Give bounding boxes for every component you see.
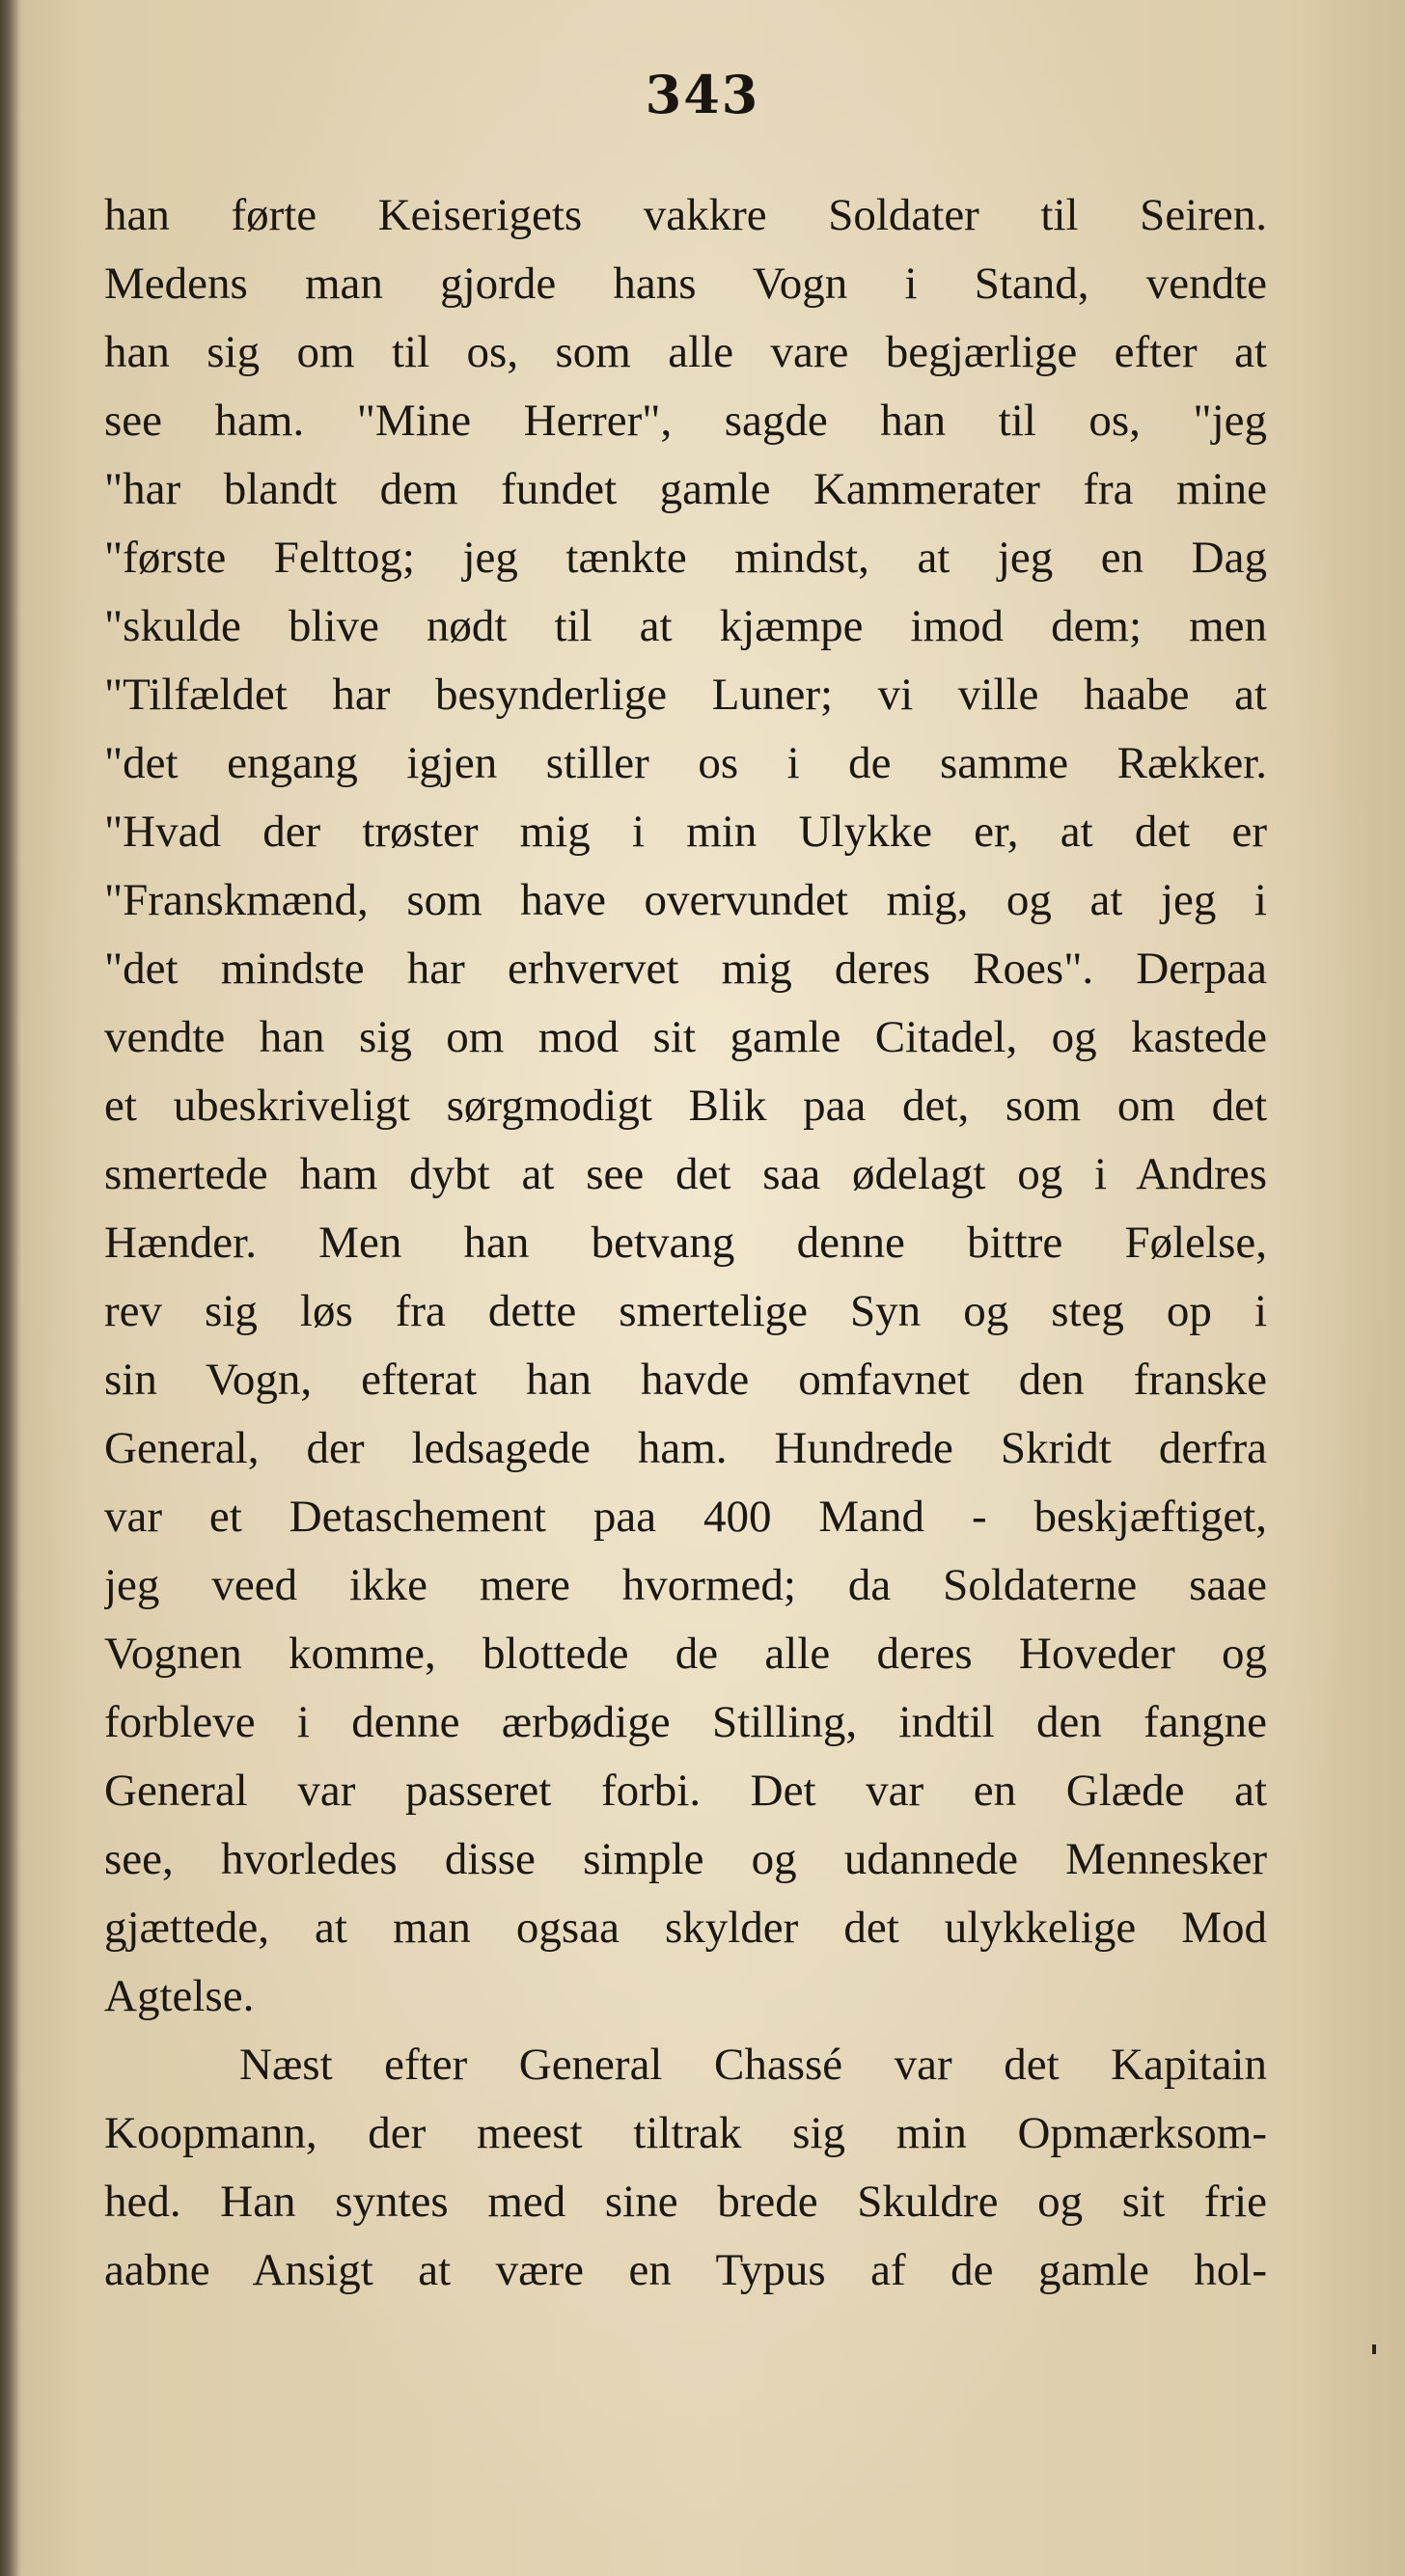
text-line: "det engang igjen stiller os i de samme Rækker. <box>104 738 1267 788</box>
text-line: vendte han sig om mod sit gamle Citadel, og kastede <box>104 1012 1267 1062</box>
text-line: "Tilfældet har besynderlige Luner; vi ville haabe at <box>104 670 1267 720</box>
page-body <box>104 181 1267 2305</box>
text-line: see, hvorledes disse simple og udannede Mennesker <box>104 1834 1267 1884</box>
text-line: jeg veed ikke mere hvormed; da Soldaterne saae <box>104 1560 1267 1610</box>
text-line: "har blandt dem fundet gamle Kammerater fra mine <box>104 464 1267 514</box>
text-line: han sig om til os, som alle vare begjærlige efter at <box>104 327 1267 377</box>
text-line: sin Vogn, efterat han havde omfavnet den franske <box>104 1355 1267 1405</box>
text-line: var et Detaschement paa 400 Mand - beskjæftiget, <box>104 1492 1267 1542</box>
text-line: et ubeskriveligt sørgmodigt Blik paa det, som om det <box>104 1081 1267 1131</box>
text-line: see ham. "Mine Herrer", sagde han til os, "jeg <box>104 396 1267 446</box>
text-line: Vognen komme, blottede de alle deres Hoveder og <box>104 1629 1267 1679</box>
text-line: "det mindste har erhvervet mig deres Roes". Derpaa <box>104 944 1267 994</box>
text-line: General, der ledsagede ham. Hundrede Skridt derfra <box>104 1423 1267 1473</box>
binding-shadow <box>0 0 21 2576</box>
text-line: Medens man gjorde hans Vogn i Stand, vendte <box>104 259 1267 309</box>
text-line: han førte Keiserigets vakkre Soldater til Seiren. <box>104 190 1267 240</box>
text-line: "Franskmænd, som have overvundet mig, og at jeg i <box>104 875 1267 925</box>
page-number: 343 <box>645 64 760 125</box>
text-line: rev sig løs fra dette smertelige Syn og steg op i <box>104 1286 1267 1336</box>
text-line: "Hvad der trøster mig i min Ulykke er, at det er <box>104 807 1267 857</box>
text-line: aabne Ansigt at være en Typus af de gamle hol- <box>104 2245 1267 2295</box>
text-line: "første Felttog; jeg tænkte mindst, at jeg en Dag <box>104 533 1267 583</box>
ink-speck <box>1372 2344 1376 2354</box>
text-line: smertede ham dybt at see det saa ødelagt og i Andres <box>104 1149 1267 1199</box>
text-line: hed. Han syntes med sine brede Skuldre og sit frie <box>104 2177 1267 2227</box>
text-line: Agtelse. <box>104 1971 255 2021</box>
text-line: "skulde blive nødt til at kjæmpe imod dem; men <box>104 601 1267 651</box>
text-line: Hænder. Men han betvang denne bittre Følelse, <box>104 1218 1267 1268</box>
text-line: Koopmann, der meest tiltrak sig min Opmærksom- <box>104 2108 1267 2158</box>
text-line: Næst efter General Chassé var det Kapitain <box>239 2040 1267 2090</box>
text-line: General var passeret forbi. Det var en Glæde at <box>104 1766 1267 1816</box>
text-line: gjættede, at man ogsaa skylder det ulykkelige Mod <box>104 1903 1267 1953</box>
text-line: forbleve i denne ærbødige Stilling, indtil den fangne <box>104 1697 1267 1747</box>
